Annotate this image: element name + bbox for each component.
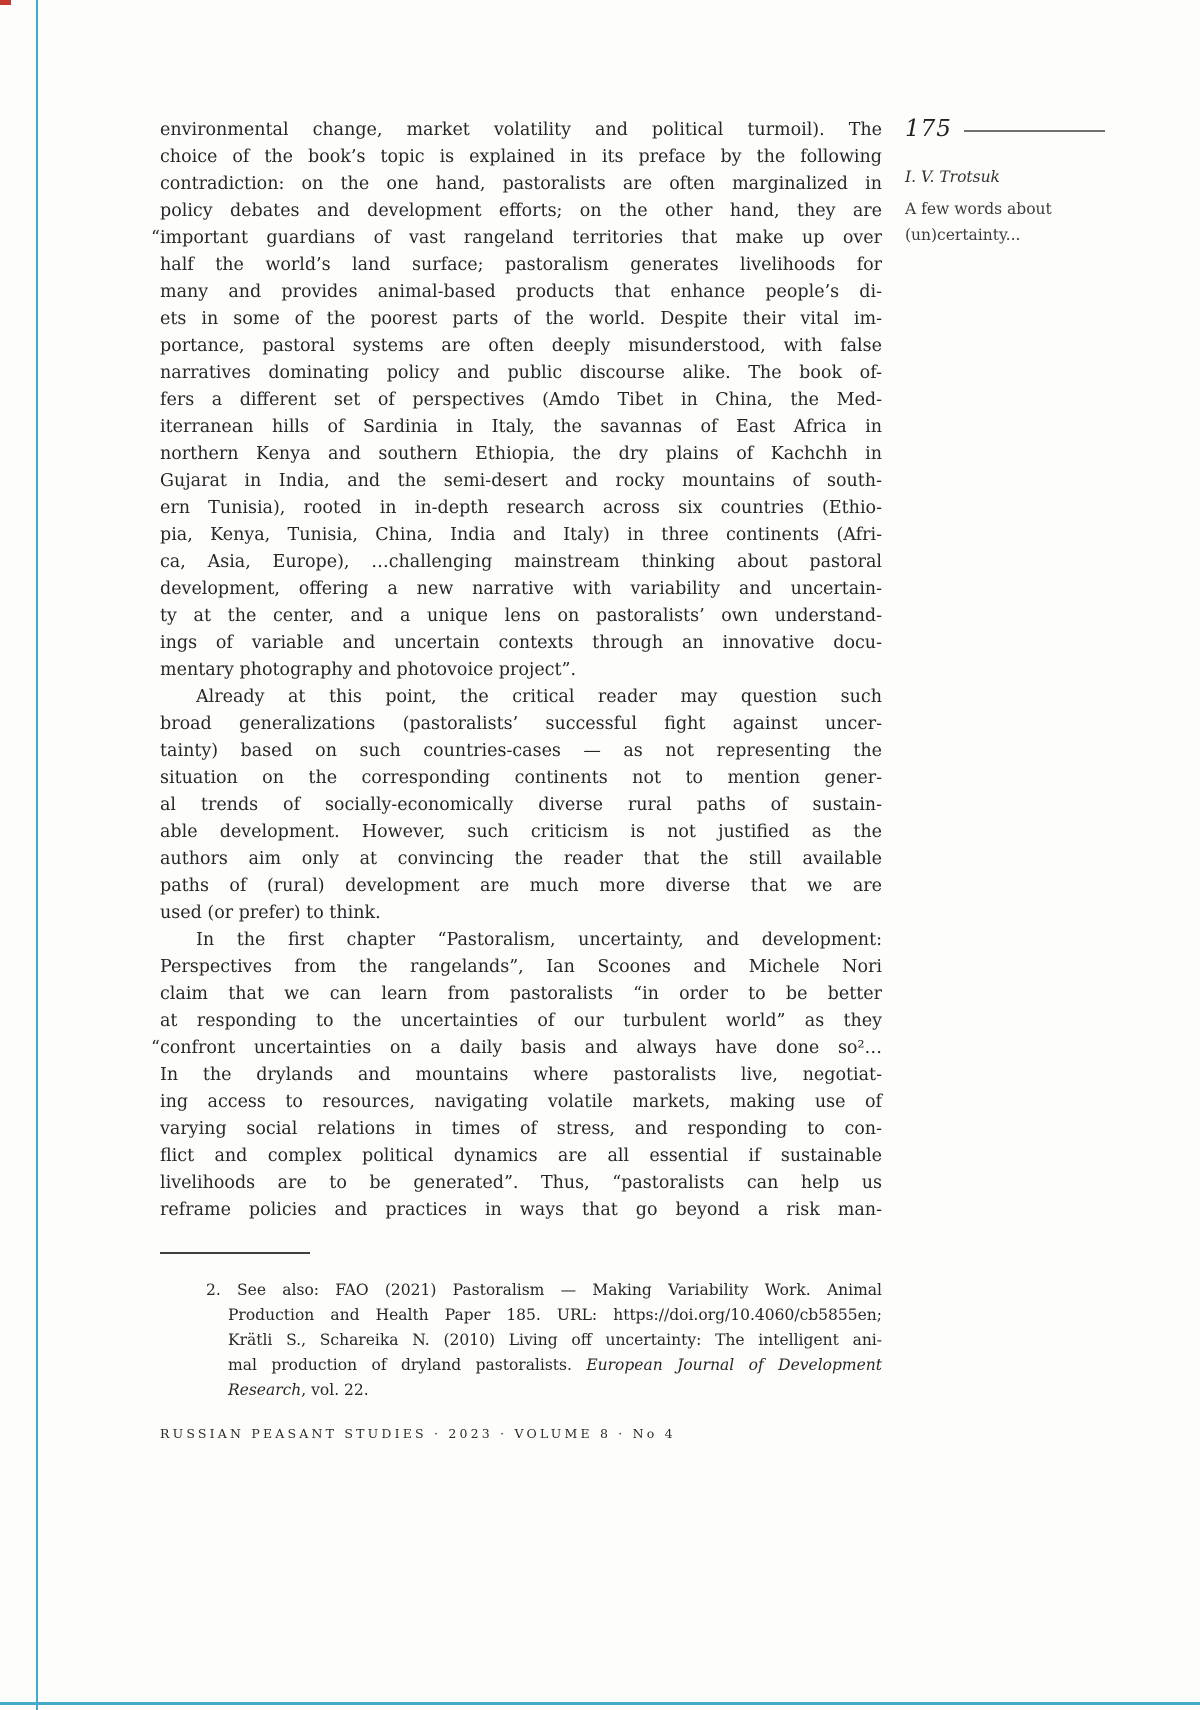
body-line: ings of variable and uncertain contexts through an innovative docu-: [160, 633, 882, 653]
body-line: authors aim only at convincing the reader that the still available: [160, 849, 882, 869]
body-line: ern Tunisia), rooted in in-depth research across six countries (Ethio-: [160, 498, 882, 518]
article-body-text: [151, 117, 882, 1224]
running-title-line-1: A few words about: [905, 200, 1052, 218]
body-line: “important guardians of vast rangeland territories that make up over: [151, 228, 882, 248]
body-line: at responding to the uncertainties of our turbulent world” as they: [160, 1011, 882, 1031]
body-line: varying social relations in times of stress, and responding to con-: [160, 1119, 882, 1139]
journal-footer: RUSSIAN PEASANT STUDIES · 2023 · VOLUME 8 · No 4: [160, 1426, 676, 1441]
body-line: development, offering a new narrative with variability and uncertain-: [160, 579, 882, 599]
scan-corner-mark: [0, 0, 11, 5]
body-line: ca, Asia, Europe), …challenging mainstream thinking about pastoral: [160, 552, 882, 572]
body-line: iterranean hills of Sardinia in Italy, the savannas of East Africa in: [160, 417, 882, 437]
body-line: Already at this point, the critical reader may question such: [196, 687, 882, 707]
body-line: narratives dominating policy and public discourse alike. The book of-: [160, 363, 882, 383]
body-line: contradiction: on the one hand, pastoralists are often marginalized in: [160, 174, 882, 194]
body-line: northern Kenya and southern Ethiopia, the dry plains of Kachchh in: [160, 444, 882, 464]
body-line: fers a different set of perspectives (Amdo Tibet in China, the Med-: [160, 390, 882, 410]
body-line: flict and complex political dynamics are all essential if sustainable: [160, 1146, 882, 1166]
footnote-line: 2. See also: FAO (2021) Pastoralism — Making Variability Work. Animal: [206, 1281, 882, 1299]
body-line: choice of the book’s topic is explained in its preface by the following: [160, 147, 882, 167]
scan-edge-left-line: [36, 0, 38, 1710]
sidebar: [905, 116, 1105, 248]
author-name: I. V. Trotsuk: [905, 168, 1000, 186]
body-line: many and provides animal-based products that enhance people’s di-: [160, 282, 882, 302]
body-line: pia, Kenya, Tunisia, China, India and Italy) in three continents (Afri-: [160, 525, 882, 545]
body-line: reframe policies and practices in ways that go beyond a risk man-: [160, 1200, 882, 1220]
footnote: [206, 1278, 882, 1403]
footnote-line: Production and Health Paper 185. URL: https://doi.org/10.4060/cb5855en;: [228, 1306, 882, 1324]
paragraph: [160, 684, 882, 927]
body-line: ing access to resources, navigating volatile markets, making use of: [160, 1092, 882, 1112]
body-line: broad generalizations (pastoralists’ successful fight against uncer-: [160, 714, 882, 734]
body-line: Perspectives from the rangelands”, Ian Scoones and Michele Nori: [160, 957, 882, 977]
body-line: portance, pastoral systems are often deeply misunderstood, with false: [160, 336, 882, 356]
body-line: In the drylands and mountains where pastoralists live, negotiat-: [160, 1065, 882, 1085]
body-line: livelihoods are to be generated”. Thus, “pastoralists can help us: [160, 1173, 882, 1193]
footnote-line: Krätli S., Schareika N. (2010) Living off uncertainty: The intelligent ani-: [228, 1331, 882, 1349]
body-line: situation on the corresponding continents not to mention gener-: [160, 768, 882, 788]
footnote-divider: [160, 1252, 310, 1254]
body-line: able development. However, such criticism is not justified as the: [160, 822, 882, 842]
scan-edge-bottom-line: [0, 1702, 1200, 1705]
running-title: [905, 196, 1105, 248]
body-line: Gujarat in India, and the semi-desert and rocky mountains of south-: [160, 471, 882, 491]
body-line: tainty) based on such countries-cases — as not representing the: [160, 741, 882, 761]
running-title-line-2: (un)certainty...: [905, 226, 1021, 244]
page-number-rule: [964, 130, 1105, 132]
body-line: policy debates and development efforts; on the other hand, they are: [160, 201, 882, 221]
body-line: half the world’s land surface; pastoralism generates livelihoods for: [160, 255, 882, 275]
body-line: environmental change, market volatility and political turmoil). The: [160, 120, 882, 140]
footnote-line: Research, vol. 22.: [228, 1381, 369, 1399]
body-line: mentary photography and photovoice project”.: [160, 660, 577, 680]
page-number: 175: [905, 116, 952, 142]
page-number-row: [905, 116, 1105, 142]
body-line: “confront uncertainties on a daily basis and always have done so²…: [151, 1038, 882, 1058]
body-line: al trends of socially-economically diverse rural paths of sustain-: [160, 795, 882, 815]
body-line: paths of (rural) development are much more diverse that we are: [160, 876, 882, 896]
body-line: ty at the center, and a unique lens on pastoralists’ own understand-: [160, 606, 882, 626]
body-line: used (or prefer) to think.: [160, 903, 381, 923]
body-line: ets in some of the poorest parts of the world. Despite their vital im-: [160, 309, 882, 329]
body-line: claim that we can learn from pastoralists “in order to be better: [160, 984, 882, 1004]
paragraph: [151, 927, 882, 1224]
paragraph: [151, 117, 882, 684]
footnote-line: mal production of dryland pastoralists. European Journal of Development: [228, 1356, 882, 1374]
body-line: In the first chapter “Pastoralism, uncertainty, and development:: [196, 930, 882, 950]
